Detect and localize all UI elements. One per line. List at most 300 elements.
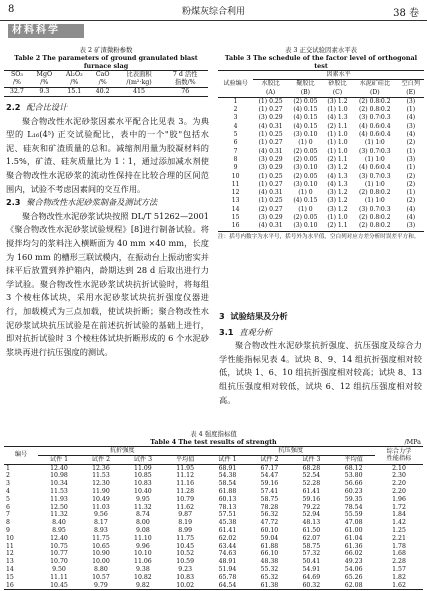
table-cell: (2) 0.05 bbox=[293, 147, 318, 155]
table-cell: 2.30 bbox=[392, 472, 406, 480]
table-row bbox=[4, 558, 423, 566]
table-cell: (4) bbox=[406, 131, 416, 139]
table-cell: 78.54 bbox=[344, 503, 363, 511]
table-cell: 10.57 bbox=[92, 573, 110, 581]
table-cell: 57.51 bbox=[218, 511, 237, 519]
table-cell: (2) 0.8∶0.2 bbox=[359, 214, 391, 222]
paragraph-3-1: 聚合物改性水泥砂浆抗折强度、抗压强度及综合力学性能指标见表 4。试块 8、9、14 组抗折强度相对较低，试块 1、6、10 组抗折强度相对较高；试块 8、13 组抗压强度相对较低，试块 6、12 组抗压强度相对较高。 bbox=[219, 340, 422, 405]
table-cell: (4) 1.3 bbox=[327, 172, 348, 180]
table-cell: (2) bbox=[406, 180, 416, 188]
table-cell: 9.56 bbox=[94, 511, 108, 519]
table-cell: (3) 0.29 bbox=[258, 155, 283, 163]
table-cell: (4) 1.3 bbox=[327, 180, 348, 188]
table-row bbox=[218, 131, 424, 139]
journal-title: 粉煤灰综合利用 bbox=[181, 7, 245, 17]
table-cell: (1) 0.25 bbox=[258, 97, 283, 105]
table-cell: 11.06 bbox=[134, 558, 152, 566]
table-cell: 52.94 bbox=[302, 511, 321, 519]
table-cell: (2) 0.05 bbox=[293, 155, 318, 163]
table-cell: (1) 0.25 bbox=[258, 172, 283, 180]
table-cell: 52.28 bbox=[302, 480, 321, 488]
table-2-caption-cn: 表 2 矿渣微粉参数 bbox=[79, 46, 133, 54]
table-cell: 10 bbox=[6, 534, 14, 542]
table-cell: (1) 1∶0 bbox=[364, 139, 385, 147]
table-unit: /% bbox=[98, 79, 107, 86]
table-row bbox=[218, 173, 424, 181]
table-3-caption-en: Table 3 The schedule of the factor level of orthogonal test bbox=[224, 54, 418, 70]
table-cell: (2) 1.1 bbox=[327, 155, 348, 163]
table-cell: 10.90 bbox=[92, 550, 110, 558]
table-row bbox=[218, 156, 424, 164]
table-cell: 1.25 bbox=[392, 526, 406, 534]
table-row bbox=[218, 214, 424, 222]
table-cell: 61.36 bbox=[344, 542, 363, 550]
table-3-note: 注：括号内数字为水平号，括号外为水平值，空白列对应方差分析时误差平方和。 bbox=[218, 233, 420, 240]
table-cell: 10.98 bbox=[50, 472, 68, 480]
table-cell: (1) 1.0 bbox=[327, 106, 348, 114]
table-header: SO₃ bbox=[10, 71, 23, 78]
table-cell: 59.04 bbox=[260, 534, 279, 542]
table-cell: 11.93 bbox=[50, 495, 68, 503]
section-heading-2-2: 2.2 配合比设计 bbox=[6, 102, 68, 112]
table-cell: 60.13 bbox=[218, 495, 237, 503]
table-cell: 16 bbox=[6, 581, 14, 589]
table-cell: 2.21 bbox=[392, 534, 406, 542]
table-cell: 68.91 bbox=[218, 464, 237, 472]
table-row bbox=[4, 511, 423, 519]
table-row bbox=[218, 106, 424, 114]
table-cell: (3) 0.10 bbox=[293, 164, 318, 172]
table-cell: 15 bbox=[231, 214, 240, 222]
table-cell: 12.30 bbox=[92, 480, 110, 488]
table-cell: 9.08 bbox=[135, 526, 150, 534]
table-row bbox=[218, 123, 424, 131]
table-cell: 55.59 bbox=[344, 511, 363, 519]
table-cell: 54.91 bbox=[302, 565, 321, 573]
table-group-header: 抗折强度 bbox=[38, 447, 206, 456]
table-cell: 11 bbox=[231, 180, 240, 188]
table-cell: (4) 1.3 bbox=[327, 114, 348, 122]
table-cell: (2) bbox=[406, 172, 416, 180]
table-cell: 57.32 bbox=[302, 550, 321, 558]
table-cell: (1) 1.0 bbox=[327, 214, 348, 222]
table-cell: 10.02 bbox=[176, 581, 195, 589]
table-header: 砂胶比 (C) bbox=[328, 80, 347, 96]
table-cell: 1.78 bbox=[392, 542, 406, 550]
table-row bbox=[218, 197, 424, 205]
table-header: 聚胶比 (B) bbox=[296, 80, 315, 96]
table-4-unit: /MPa bbox=[404, 438, 421, 446]
table-row bbox=[4, 543, 423, 551]
table-header: 编号 bbox=[4, 447, 38, 465]
table-cell: 11.16 bbox=[176, 480, 195, 488]
table-cell: (3) 0.7∶0.3 bbox=[359, 172, 391, 180]
table-cell: (3) 0.10 bbox=[293, 222, 318, 230]
table-row bbox=[218, 164, 424, 172]
table-cell: 12 bbox=[231, 189, 240, 197]
table-cell: 11 bbox=[6, 542, 14, 550]
section-heading-2-3: 2.3 聚合物改性水泥砂浆制备及测试方法 bbox=[6, 197, 158, 208]
table-header: CaO bbox=[95, 71, 110, 78]
table-cell: 16 bbox=[231, 222, 240, 230]
table-cell: 12.40 bbox=[50, 464, 68, 472]
table-cell: 15 bbox=[6, 573, 14, 581]
table-cell: 1.57 bbox=[392, 565, 406, 573]
table-cell: 58.75 bbox=[302, 542, 321, 550]
table-cell: 67.17 bbox=[260, 464, 279, 472]
table-cell: 10.45 bbox=[176, 542, 195, 550]
table-cell: 8.17 bbox=[94, 519, 108, 527]
table-cell: (1) 1∶0 bbox=[364, 155, 385, 163]
table-cell: (2) 0.05 bbox=[293, 172, 318, 180]
table-unit: 指数/% bbox=[174, 79, 196, 86]
table-cell: (2) 0.27 bbox=[258, 205, 283, 213]
table-cell: 8 bbox=[6, 519, 10, 527]
table-cell: 11.12 bbox=[176, 472, 195, 480]
table-3-grid bbox=[218, 70, 424, 232]
table-cell: 8.95 bbox=[52, 526, 66, 534]
table-cell: (4) 0.6∶0.4 bbox=[359, 131, 391, 139]
page-header bbox=[0, 0, 427, 21]
table-2-caption-en: Table 2 The parameters of ground granulated blast furnace slag bbox=[14, 54, 198, 70]
table-cell: (1) 1.0 bbox=[327, 147, 348, 155]
table-cell: (1) 1.0 bbox=[327, 131, 348, 139]
table-cell: (3) 0.7∶0.3 bbox=[359, 205, 391, 213]
table-cell: 59.16 bbox=[302, 495, 321, 503]
table-row bbox=[218, 222, 424, 231]
table-cell: (4) 0.31 bbox=[258, 222, 283, 230]
table-row bbox=[218, 139, 424, 147]
table-cell: (3) bbox=[406, 97, 416, 105]
table-cell: 54.38 bbox=[218, 472, 237, 480]
table-cell: 52.54 bbox=[302, 472, 321, 480]
table-cell: 60.10 bbox=[260, 526, 279, 534]
table-cell: 66.02 bbox=[344, 550, 363, 558]
table-cell: 59.16 bbox=[260, 480, 279, 488]
table-cell: 62.07 bbox=[302, 534, 321, 542]
table-cell: 47.08 bbox=[344, 519, 363, 527]
table-cell: 8.74 bbox=[135, 511, 150, 519]
table-cell: 61.00 bbox=[344, 526, 363, 534]
table-row bbox=[4, 496, 423, 504]
table-cell: (4) bbox=[406, 114, 416, 122]
table-cell: 10.40 bbox=[134, 487, 152, 495]
table-group-header: 抗压强度 bbox=[206, 447, 375, 456]
table-cell: 8.00 bbox=[135, 519, 150, 527]
table-cell: 10.79 bbox=[176, 495, 195, 503]
table-cell: (1) 0.27 bbox=[258, 106, 283, 114]
table-cell: 9.50 bbox=[52, 565, 66, 573]
table-cell: 9.3 bbox=[39, 88, 50, 95]
table-cell: 68.28 bbox=[302, 464, 321, 472]
table-cell: (4) 0.15 bbox=[293, 122, 318, 130]
table-cell: 63.44 bbox=[218, 542, 237, 550]
table-cell: 78.28 bbox=[260, 503, 279, 511]
table-header: 空白列 (E) bbox=[401, 80, 420, 96]
table-cell: 10.10 bbox=[134, 550, 152, 558]
table-cell: 11.03 bbox=[92, 503, 110, 511]
table-cell: (4) bbox=[406, 214, 416, 222]
table-row bbox=[4, 488, 423, 496]
table-cell: 2 bbox=[6, 472, 10, 480]
table-cell: 58.75 bbox=[260, 495, 279, 503]
table-cell: (1) 0.25 bbox=[258, 197, 283, 205]
table-cell: 65.26 bbox=[344, 573, 363, 581]
table-2 bbox=[4, 46, 208, 97]
table-cell: 12.36 bbox=[92, 464, 110, 472]
table-cell: 1.62 bbox=[392, 581, 406, 589]
table-row bbox=[4, 574, 423, 582]
table-cell: 11.53 bbox=[50, 487, 68, 495]
table-cell: 3 bbox=[6, 480, 10, 488]
table-cell: (1) bbox=[406, 147, 416, 155]
table-cell: 8.80 bbox=[94, 565, 108, 573]
table-cell: 4 bbox=[233, 122, 238, 130]
table-cell: 10.83 bbox=[176, 573, 195, 581]
table-cell: 6 bbox=[233, 139, 238, 147]
table-cell: 415 bbox=[133, 88, 146, 95]
table-cell: 11.90 bbox=[92, 487, 110, 495]
table-cell: 6 bbox=[6, 503, 10, 511]
table-cell: 11.53 bbox=[92, 472, 110, 480]
table-cell: 12 bbox=[6, 550, 14, 558]
table-cell: (2) 0.8∶0.2 bbox=[359, 106, 391, 114]
table-cell: 10.77 bbox=[50, 550, 68, 558]
table-cell: 5 bbox=[233, 131, 238, 139]
table-cell: 13 bbox=[231, 197, 240, 205]
table-unit: /% bbox=[70, 79, 79, 86]
table-cell: 1.72 bbox=[392, 503, 406, 511]
table-cell: 51.94 bbox=[218, 565, 237, 573]
table-cell: 10.00 bbox=[92, 558, 110, 566]
table-unit: /(m²·kg) bbox=[126, 79, 152, 86]
table-header: 平均值 bbox=[175, 455, 195, 463]
table-cell: 2 bbox=[233, 106, 238, 114]
table-cell: 65.78 bbox=[218, 573, 237, 581]
table-cell: 2.20 bbox=[392, 487, 406, 495]
table-cell: 62.02 bbox=[218, 534, 237, 542]
table-cell: 9.96 bbox=[135, 542, 150, 550]
table-header: 试件 2 bbox=[91, 455, 111, 463]
table-cell: 4 bbox=[6, 487, 10, 495]
table-cell: 11.32 bbox=[50, 511, 68, 519]
table-cell: (1) bbox=[406, 164, 416, 172]
table-cell: (3) 0.10 bbox=[293, 180, 318, 188]
table-cell: 48.91 bbox=[218, 558, 237, 566]
table-cell: 10.34 bbox=[50, 480, 68, 488]
table-cell: 8.93 bbox=[94, 526, 108, 534]
table-cell: (2) 1.1 bbox=[327, 222, 348, 230]
table-cell: (1) 0 bbox=[298, 139, 313, 147]
table-cell: (3) 1.2 bbox=[327, 97, 348, 105]
right-text-column bbox=[219, 310, 422, 407]
table-cell: 60.23 bbox=[344, 487, 363, 495]
table-cell: (3) 0.10 bbox=[293, 131, 318, 139]
table-row bbox=[4, 527, 423, 535]
table-cell: 9.95 bbox=[135, 495, 150, 503]
table-cell: (2) 0.05 bbox=[293, 97, 318, 105]
table-header: 水泥矿硅比 (D) bbox=[359, 80, 391, 96]
table-4 bbox=[4, 430, 423, 590]
table-cell: 66.10 bbox=[260, 550, 279, 558]
table-cell: 9.87 bbox=[178, 511, 193, 519]
table-cell: 48.13 bbox=[302, 519, 321, 527]
table-cell: 50.41 bbox=[302, 558, 321, 566]
table-cell: (1) 0 bbox=[298, 189, 313, 197]
table-cell: 1.84 bbox=[392, 511, 406, 519]
table-row bbox=[218, 181, 424, 189]
table-cell: 2.20 bbox=[392, 480, 406, 488]
table-cell: 1 bbox=[6, 464, 10, 472]
table-cell: (2) bbox=[406, 197, 416, 205]
table-row bbox=[4, 480, 423, 488]
table-cell: 10.82 bbox=[134, 573, 152, 581]
table-cell: 49.23 bbox=[344, 558, 363, 566]
table-row bbox=[218, 189, 424, 197]
table-cell: 1.96 bbox=[392, 495, 406, 503]
table-header: Al₂O₃ bbox=[65, 71, 83, 78]
table-cell: 5 bbox=[6, 495, 10, 503]
table-cell: (2) 0.8∶0.2 bbox=[359, 222, 391, 230]
table-cell: (3) 1.2 bbox=[327, 164, 348, 172]
table-cell: 3 bbox=[233, 114, 238, 122]
section-banner: 材料科学 bbox=[8, 24, 84, 38]
table-cell: (1) 1.0 bbox=[327, 139, 348, 147]
table-cell: 68.12 bbox=[344, 464, 363, 472]
section-heading-3-1: 3.1 直观分析 bbox=[219, 326, 272, 337]
table-cell: 62.08 bbox=[344, 581, 363, 589]
table-header: 试件 3 bbox=[133, 455, 153, 463]
table-cell: (1) 1∶0 bbox=[364, 180, 385, 188]
table-header: 试验编号 bbox=[218, 71, 253, 98]
table-cell: 11.32 bbox=[134, 503, 152, 511]
table-group-header: 因素水平 bbox=[253, 71, 424, 80]
table-cell: 56.32 bbox=[260, 511, 279, 519]
table-cell: 11.10 bbox=[134, 534, 152, 542]
table-cell: 9.79 bbox=[94, 581, 108, 589]
table-cell: 55.32 bbox=[260, 565, 279, 573]
table-cell: (4) 0.31 bbox=[258, 147, 283, 155]
table-row bbox=[218, 148, 424, 156]
table-unit: /% bbox=[40, 79, 49, 86]
table-cell: 12.50 bbox=[50, 503, 68, 511]
table-row bbox=[4, 535, 423, 543]
table-cell: (4) 0.31 bbox=[258, 122, 283, 130]
table-row bbox=[218, 97, 424, 106]
table-row bbox=[218, 206, 424, 214]
table-cell: (1) 0 bbox=[298, 205, 313, 213]
table-cell: 10.45 bbox=[50, 581, 68, 589]
table-cell: (2) 1.1 bbox=[327, 122, 348, 130]
table-row bbox=[4, 472, 423, 480]
table-header: 综合力学 性能指标 bbox=[375, 447, 423, 465]
table-cell: (1) bbox=[406, 189, 416, 197]
table-cell: (3) 1.2 bbox=[327, 205, 348, 213]
table-cell: (1) bbox=[406, 106, 416, 114]
table-cell: 61.41 bbox=[218, 526, 237, 534]
table-4-caption-cn: 表 4 强度指标值 bbox=[190, 430, 237, 438]
table-cell: 32.7 bbox=[9, 88, 24, 95]
table-cell: 57.41 bbox=[260, 487, 279, 495]
table-header: 水胶比 (A) bbox=[261, 80, 280, 96]
table-cell: 11.28 bbox=[176, 487, 195, 495]
table-cell: (4) 0.6∶0.4 bbox=[359, 164, 391, 172]
table-cell: (4) 0.15 bbox=[293, 197, 318, 205]
table-cell: 61.38 bbox=[260, 581, 279, 589]
table-cell: 11.75 bbox=[92, 534, 110, 542]
table-header: 试件 1 bbox=[218, 455, 237, 463]
table-cell: 11.62 bbox=[176, 503, 195, 511]
table-cell: 54.47 bbox=[260, 472, 279, 480]
table-header: 试件 3 bbox=[302, 455, 321, 463]
table-cell: 47.72 bbox=[260, 519, 279, 527]
table-cell: 10.49 bbox=[92, 495, 110, 503]
table-header: 平均值 bbox=[344, 455, 363, 463]
table-cell: (4) bbox=[406, 205, 416, 213]
table-header: 试件 1 bbox=[49, 455, 69, 463]
table-cell: 8.40 bbox=[52, 519, 66, 527]
table-cell: 64.54 bbox=[218, 581, 237, 589]
table-cell: 65.32 bbox=[260, 573, 279, 581]
table-cell: 54.06 bbox=[344, 565, 363, 573]
table-cell: 9 bbox=[233, 164, 238, 172]
table-cell: (3) 0.29 bbox=[258, 164, 283, 172]
table-cell: (3) bbox=[406, 155, 416, 163]
table-cell: (2) 0.8∶0.2 bbox=[359, 97, 391, 105]
table-cell: 10.83 bbox=[134, 480, 152, 488]
table-cell: (3) 1.2 bbox=[327, 189, 348, 197]
table-row bbox=[4, 550, 423, 558]
table-cell: 14 bbox=[6, 565, 14, 573]
table-cell: 10.52 bbox=[176, 550, 195, 558]
table-2-grid bbox=[4, 70, 208, 97]
table-cell: 10.59 bbox=[176, 558, 195, 566]
volume-label: 38 卷 bbox=[393, 8, 419, 19]
table-cell: (3) 1.2 bbox=[327, 197, 348, 205]
table-cell: (4) 0.31 bbox=[258, 189, 283, 197]
table-cell: 9.82 bbox=[135, 581, 150, 589]
paragraph-2-2: 聚合物改性水泥砂浆因素水平配合比见表 3。为典型的 L₁₆(4⁵) 正交试验配比，表中的一个"胶"包括水泥、硅灰和矿渣质量的总和。减缩剂用量为胶凝材料的 1.5%，矿渣、硅灰质量比为 1∶1，通过添加减水剂使聚合物改性水泥砂浆的流动性保持在比较合理的区间范围内，试验不考虑因素间的交互作用。 bbox=[6, 115, 209, 194]
table-cell: 48.38 bbox=[260, 558, 279, 566]
table-cell: (3) 0.29 bbox=[258, 214, 283, 222]
table-cell: 8.99 bbox=[178, 526, 193, 534]
table-cell: 7 bbox=[6, 511, 10, 519]
table-cell: 56.66 bbox=[344, 480, 363, 488]
table-cell: 1.82 bbox=[392, 573, 406, 581]
table-header: 7 d 活性 bbox=[172, 71, 198, 78]
table-cell: 15.1 bbox=[67, 88, 82, 95]
table-4-caption-en: Table 4 The test results of strength bbox=[150, 438, 277, 446]
table-cell: (1) 0.27 bbox=[258, 180, 283, 188]
table-cell: 45.38 bbox=[218, 519, 237, 527]
table-cell: (1) 0.27 bbox=[258, 139, 283, 147]
table-row bbox=[4, 566, 423, 574]
table-cell: 1.68 bbox=[392, 550, 406, 558]
table-row bbox=[4, 519, 423, 527]
page-number: 8 bbox=[8, 4, 15, 15]
table-cell: 1 bbox=[233, 97, 238, 105]
left-text-column bbox=[6, 101, 209, 359]
table-cell: (4) 0.6∶0.4 bbox=[359, 122, 391, 130]
table-cell: 74.63 bbox=[218, 550, 237, 558]
table-cell: (3) 0.7∶0.3 bbox=[359, 147, 391, 155]
table-cell: 78.13 bbox=[218, 503, 237, 511]
table-cell: (2) 0.05 bbox=[293, 214, 318, 222]
table-cell: (3) bbox=[406, 222, 416, 230]
table-cell: 10.75 bbox=[50, 542, 68, 550]
table-cell: 10.70 bbox=[50, 558, 68, 566]
table-cell: 9.38 bbox=[135, 565, 150, 573]
